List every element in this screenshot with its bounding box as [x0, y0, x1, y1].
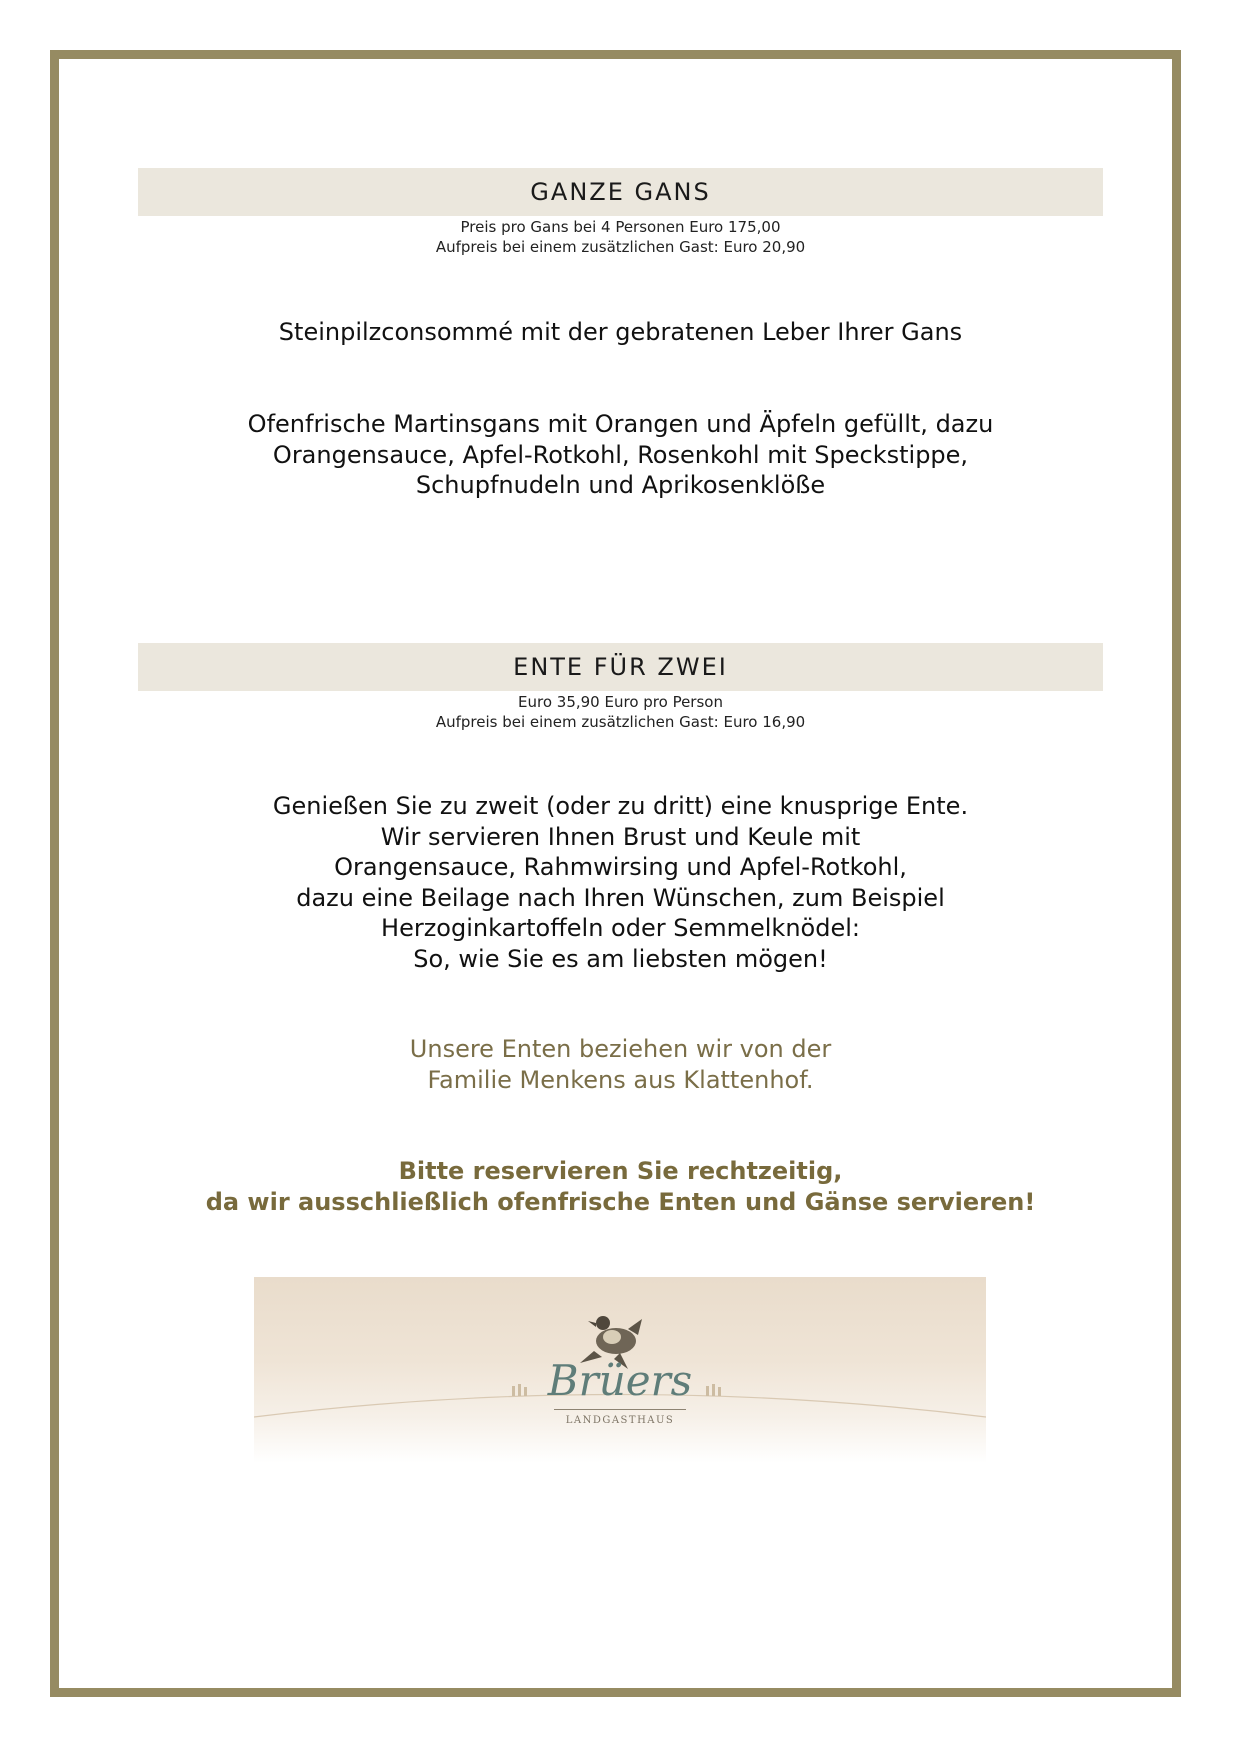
logo-subtitle: LANDGASTHAUS: [565, 1415, 675, 1426]
price-info-ente: [138, 692, 1103, 732]
dish-line: Wir servieren Ihnen Brust und Keule mit: [380, 822, 861, 851]
logo-wordmark: Brüers: [547, 1356, 693, 1405]
price-line: Euro 35,90 Euro pro Person: [518, 693, 723, 711]
note-line: Unsere Enten beziehen wir von der: [409, 1035, 832, 1063]
note-line: Bitte reservieren Sie rechtzeitig,: [398, 1157, 843, 1185]
left-decor: [512, 1384, 527, 1396]
supplier-note: [100, 1034, 1141, 1095]
right-decor: [706, 1384, 721, 1396]
dish-line: Genießen Sie zu zweit (oder zu dritt) eine knusprige Ente.: [272, 792, 969, 820]
dish-line: Steinpilzconsommé mit der gebratenen Leber Ihrer Gans: [278, 318, 963, 346]
note-line: Familie Menkens aus Klattenhof.: [427, 1065, 814, 1094]
dish-line: So, wie Sie es am liebsten mögen!: [413, 944, 828, 973]
dish-line: dazu eine Beilage nach Ihren Wünschen, zum Beispiel: [296, 883, 945, 912]
price-line: Aufpreis bei einem zusätzlichen Gast: Euro 16,90: [435, 713, 806, 731]
dish-line: Schupfnudeln und Aprikosenklöße: [415, 471, 826, 499]
price-line: Aufpreis bei einem zusätzlichen Gast: Euro 20,90: [435, 238, 806, 256]
restaurant-logo-banner: [254, 1277, 986, 1463]
note-line: da wir ausschließlich ofenfrische Enten und Gänse servieren!: [205, 1188, 1036, 1216]
logo-artwork: [254, 1277, 986, 1463]
dish-line: Orangensauce, Apfel-Rotkohl, Rosenkohl mit Speckstippe,: [272, 440, 969, 469]
goose-main-course: [100, 409, 1141, 501]
dish-line: Orangensauce, Rahmwirsing und Apfel-Rotkohl,: [334, 853, 907, 881]
dish-line: Ofenfrische Martinsgans mit Orangen und Äpfeln gefüllt, dazu: [247, 410, 994, 438]
price-info-ganze-gans: [138, 217, 1103, 257]
section-title-ganze-gans: GANZE GANS: [138, 168, 1103, 216]
reservation-note: [100, 1156, 1141, 1218]
duck-main-course: [100, 791, 1141, 974]
price-line: Preis pro Gans bei 4 Personen Euro 175,00: [460, 218, 781, 236]
dish-line: Herzoginkartoffeln oder Semmelknödel:: [381, 914, 860, 942]
starter-course: [100, 317, 1141, 348]
section-title-ente-fuer-zwei: ENTE FÜR ZWEI: [138, 643, 1103, 691]
